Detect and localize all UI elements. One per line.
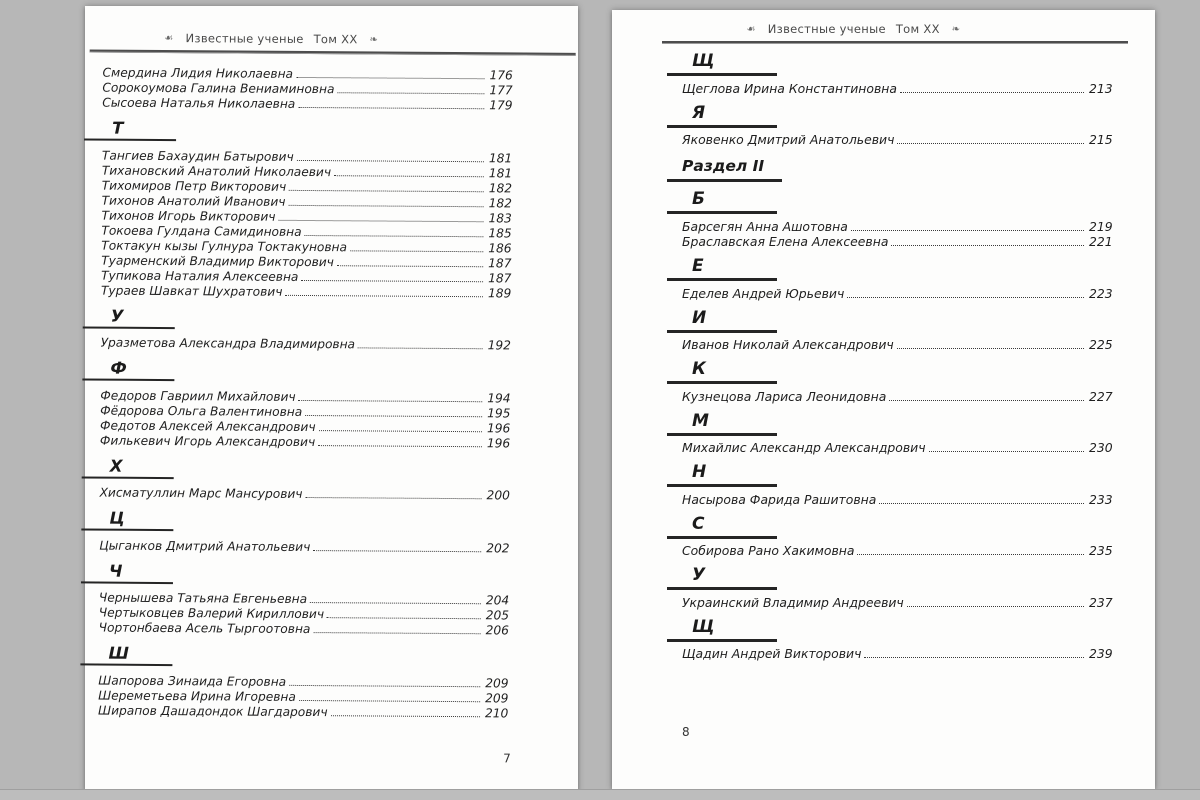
- dot-leader: [285, 294, 483, 296]
- entry-page-number: 206: [485, 623, 509, 638]
- entry-name: Еделев Андрей Юрьевич: [682, 285, 845, 301]
- toc-entry: [99, 620, 512, 638]
- entry-page-number: 186: [488, 240, 512, 255]
- toc-entry: [682, 646, 1115, 662]
- section-letter: Т: [84, 119, 176, 141]
- entry-page-number: 237: [1089, 594, 1113, 610]
- entries-group: [682, 80, 1115, 96]
- entry-name: Украинский Владимир Андреевич: [682, 594, 904, 610]
- header-volume: Том XX: [313, 32, 358, 47]
- section-letter: Щ: [667, 52, 777, 76]
- toc-entry: [682, 594, 1115, 610]
- toc-entry: [100, 485, 513, 503]
- entry-page-number: 179: [489, 98, 513, 113]
- entry-page-number: 195: [487, 405, 511, 420]
- toc-entry: [682, 234, 1115, 250]
- dot-leader: [334, 175, 484, 177]
- entry-name: Шапорова Зинаида Егоровна: [98, 673, 287, 689]
- entry-page-number: 209: [485, 675, 509, 690]
- toc-entry: [99, 537, 512, 555]
- toc-entry: [98, 672, 511, 690]
- section-letter: Щ: [667, 618, 777, 642]
- toc-entry: [101, 282, 514, 300]
- entries-group: [682, 646, 1115, 662]
- entry-name: Туарменский Владимир Викторович: [101, 253, 334, 269]
- section-letter: Ц: [81, 509, 173, 531]
- dot-leader: [929, 451, 1084, 452]
- toc-entry: [101, 335, 514, 353]
- entry-name: Федоров Гавриил Михайлович: [100, 388, 296, 404]
- toc-entry: [100, 432, 513, 450]
- entry-name: Шереметьева Ирина Игоревна: [98, 688, 296, 704]
- entry-name: Кузнецова Лариса Леонидовна: [682, 388, 887, 404]
- section-letter: Ф: [82, 359, 174, 381]
- toc-entry: [682, 218, 1115, 234]
- toc-entry: [101, 267, 514, 285]
- page-number: 8: [682, 725, 690, 739]
- entry-name: Тупикова Наталия Алексеевна: [101, 268, 299, 284]
- entry-name: Тихомиров Петр Викторович: [101, 178, 287, 194]
- entries-group: [99, 537, 512, 555]
- header-rule: [662, 41, 1128, 44]
- entry-page-number: 215: [1089, 132, 1113, 147]
- dot-leader: [847, 297, 1084, 298]
- entries-group: [99, 590, 512, 638]
- dot-leader: [350, 250, 483, 252]
- entry-name: Смердина Лидия Николаевна: [102, 65, 294, 81]
- entry-page-number: 181: [488, 165, 513, 180]
- fleuron-left-icon: ☙: [164, 33, 174, 45]
- toc-blocks: [612, 52, 1155, 661]
- toc-entry: [101, 207, 514, 225]
- section-letter: Ш: [80, 644, 172, 666]
- toc-entry: [100, 417, 513, 435]
- dot-leader: [337, 265, 483, 267]
- dot-leader: [879, 503, 1084, 504]
- toc-entry: [98, 702, 511, 720]
- dot-leader: [297, 159, 484, 161]
- entry-page-number: 187: [488, 270, 512, 285]
- entry-page-number: 194: [487, 390, 511, 405]
- section-letter: Х: [82, 457, 174, 479]
- entry-name: Браславская Елена Алексеевна: [682, 234, 889, 249]
- entry-name: Филькевич Игорь Александрович: [99, 433, 316, 449]
- running-header: [85, 4, 578, 47]
- entry-name: Чортонбаева Асель Тыргоотовна: [98, 620, 311, 637]
- entry-name: Чернышева Татьяна Евгеньевна: [98, 590, 308, 607]
- toc-entry: [100, 387, 513, 405]
- dot-leader: [358, 347, 483, 349]
- entry-page-number: 204: [485, 593, 510, 608]
- entries-group: [682, 337, 1115, 353]
- toc-entry: [101, 222, 514, 240]
- toc-entry: [99, 590, 512, 608]
- section-letter: Б: [667, 190, 777, 214]
- dot-leader: [299, 399, 483, 401]
- entry-page-number: 239: [1089, 646, 1113, 661]
- dot-leader: [310, 602, 481, 604]
- entry-page-number: 177: [489, 83, 513, 98]
- header-title: Известные ученые: [185, 31, 304, 46]
- header-rule: [90, 49, 576, 55]
- entry-name: Токтакун кызы Гулнура Токтакуновна: [101, 238, 348, 254]
- entry-page-number: 182: [488, 195, 512, 210]
- section-letter: С: [667, 515, 777, 539]
- entry-page-number: 192: [487, 338, 511, 353]
- toc-entry: [101, 252, 514, 270]
- entries-group: [682, 543, 1115, 559]
- entry-name: Федотов Алексей Александрович: [100, 418, 316, 434]
- page-left-content: [80, 4, 578, 793]
- toc-entry: [682, 132, 1115, 148]
- section-letter: У: [667, 566, 777, 590]
- dot-leader: [296, 77, 484, 79]
- section-letter: Е: [667, 257, 777, 281]
- toc-entry: [102, 65, 515, 83]
- section-letter: И: [667, 309, 777, 333]
- dot-leader: [907, 606, 1084, 607]
- dot-leader: [305, 234, 484, 236]
- dot-leader: [900, 92, 1084, 93]
- entry-page-number: 200: [486, 488, 510, 503]
- entry-page-number: 219: [1089, 218, 1113, 234]
- dot-leader: [313, 632, 480, 634]
- dot-leader: [897, 143, 1084, 144]
- toc-blocks: [80, 64, 578, 720]
- entry-name: Яковенко Дмитрий Анатольевич: [682, 132, 895, 147]
- entry-name: Уразметова Александра Владимировна: [100, 335, 356, 352]
- dot-leader: [851, 230, 1084, 231]
- entry-page-number: 185: [488, 225, 512, 240]
- dot-leader: [306, 497, 482, 499]
- toc-entry: [682, 80, 1115, 96]
- entry-page-number: 235: [1089, 543, 1113, 558]
- entry-page-number: 227: [1089, 388, 1113, 404]
- entry-name: Токоева Гулдана Самидиновна: [101, 223, 302, 239]
- toc-entry: [100, 402, 513, 420]
- entry-page-number: 196: [486, 435, 511, 450]
- entry-page-number: 225: [1089, 337, 1113, 352]
- entry-page-number: 181: [488, 150, 513, 165]
- entry-page-number: 187: [488, 255, 512, 270]
- running-header: [612, 10, 1155, 36]
- entry-name: Чертыковцев Валерий Кириллович: [98, 605, 325, 622]
- entry-name: Ширапов Дашадондок Шагдарович: [98, 703, 328, 719]
- toc-entry: [102, 162, 515, 180]
- page-right: [612, 10, 1155, 789]
- dot-leader: [864, 657, 1084, 658]
- dot-leader: [301, 279, 483, 281]
- entry-name: Фёдорова Ольга Валентиновна: [100, 403, 303, 419]
- section-letter: У: [83, 307, 175, 329]
- toc-entry: [102, 177, 515, 195]
- fleuron-right-icon: ❧: [369, 34, 379, 46]
- dot-leader: [313, 550, 481, 552]
- entries-group: [682, 440, 1115, 456]
- section-letter: Ч: [81, 562, 173, 584]
- toc-entry: [682, 440, 1115, 456]
- entries-group: [101, 147, 515, 300]
- entry-name: Щеглова Ирина Константиновна: [682, 80, 897, 96]
- entry-name: Михайлис Александр Александрович: [682, 440, 926, 455]
- dot-leader: [337, 92, 484, 94]
- fleuron-right-icon: ❧: [951, 24, 961, 35]
- toc-entry: [102, 147, 515, 165]
- dot-leader: [305, 414, 482, 416]
- toc-entry: [682, 543, 1115, 559]
- toc-entry: [682, 388, 1115, 404]
- entries-group: [682, 285, 1115, 301]
- entries-group: [682, 594, 1115, 610]
- entry-page-number: 223: [1089, 285, 1113, 301]
- entry-page-number: 233: [1089, 491, 1113, 507]
- toc-entry: [102, 80, 515, 98]
- toc-entry: [102, 95, 515, 113]
- toc-entry: [99, 605, 512, 623]
- entry-name: Тихонов Игорь Викторович: [101, 208, 276, 224]
- toc-entry: [98, 687, 511, 705]
- entry-name: Тураев Шавкат Шухратович: [100, 283, 283, 299]
- dot-leader: [278, 219, 483, 221]
- header-title: Известные ученые: [767, 22, 886, 36]
- entry-page-number: 230: [1089, 440, 1113, 455]
- section-letter: М: [667, 412, 777, 436]
- dot-leader: [889, 400, 1084, 401]
- page-right-content: [612, 10, 1155, 789]
- entry-name: Барсегян Анна Ашотовна: [682, 218, 848, 234]
- dot-leader: [298, 107, 484, 109]
- entry-name: Тангиев Бахаудин Батырович: [101, 148, 294, 164]
- entry-page-number: 210: [485, 705, 509, 720]
- dot-leader: [891, 245, 1084, 246]
- entries-group: [100, 485, 513, 503]
- dot-leader: [897, 348, 1084, 349]
- dot-leader: [289, 189, 484, 191]
- dot-leader: [288, 204, 483, 206]
- dot-leader: [299, 699, 480, 701]
- entries-group: [682, 132, 1115, 148]
- toc-entry: [101, 237, 514, 255]
- entry-name: Цыганков Дмитрий Анатольевич: [99, 538, 311, 554]
- dot-leader: [289, 684, 480, 686]
- entry-name: Иванов Николай Александрович: [682, 337, 894, 352]
- entry-name: Сысоева Наталья Николаевна: [102, 95, 296, 111]
- entry-name: Хисматуллин Марс Мансурович: [99, 485, 303, 501]
- entries-group: [102, 65, 515, 113]
- entry-page-number: 213: [1089, 80, 1113, 96]
- toc-entry: [682, 491, 1115, 507]
- entry-name: Тихановский Анатолий Николаевич: [101, 163, 332, 179]
- entries-group: [682, 491, 1115, 507]
- entry-page-number: 205: [485, 608, 510, 623]
- entry-page-number: 196: [487, 420, 511, 435]
- entry-name: Сорокоумова Галина Вениаминовна: [102, 80, 335, 97]
- entries-group: [98, 672, 511, 720]
- entry-name: Тихонов Анатолий Иванович: [101, 193, 286, 209]
- section-letter: Н: [667, 463, 777, 487]
- toc-entry: [102, 192, 515, 210]
- entry-page-number: 182: [488, 180, 513, 195]
- dot-leader: [319, 430, 482, 432]
- dot-leader: [318, 445, 482, 447]
- dot-leader: [331, 715, 480, 717]
- section-letter: Я: [667, 104, 777, 128]
- entry-page-number: 209: [485, 690, 509, 705]
- part-heading: Раздел II: [667, 157, 782, 182]
- entries-group: [682, 218, 1115, 249]
- toc-entry: [682, 337, 1115, 353]
- entry-page-number: 202: [486, 540, 510, 555]
- entries-group: [682, 388, 1115, 404]
- entry-page-number: 183: [488, 210, 512, 225]
- entry-page-number: 189: [487, 285, 512, 300]
- entry-page-number: 221: [1089, 234, 1113, 249]
- dot-leader: [327, 617, 481, 619]
- header-volume: Том XX: [895, 22, 940, 36]
- dot-leader: [857, 554, 1084, 555]
- toc-entry: [682, 285, 1115, 301]
- entry-page-number: 176: [489, 68, 513, 83]
- fleuron-left-icon: ☙: [746, 24, 756, 35]
- page-left: [85, 6, 578, 792]
- entries-group: [101, 335, 514, 353]
- entry-name: Щадин Андрей Викторович: [682, 646, 862, 661]
- entry-name: Насырова Фарида Рашитовна: [682, 491, 877, 507]
- entries-group: [100, 387, 513, 450]
- entry-name: Собирова Рано Хакимовна: [682, 543, 855, 558]
- page-number: 7: [503, 751, 511, 766]
- section-letter: К: [667, 360, 777, 384]
